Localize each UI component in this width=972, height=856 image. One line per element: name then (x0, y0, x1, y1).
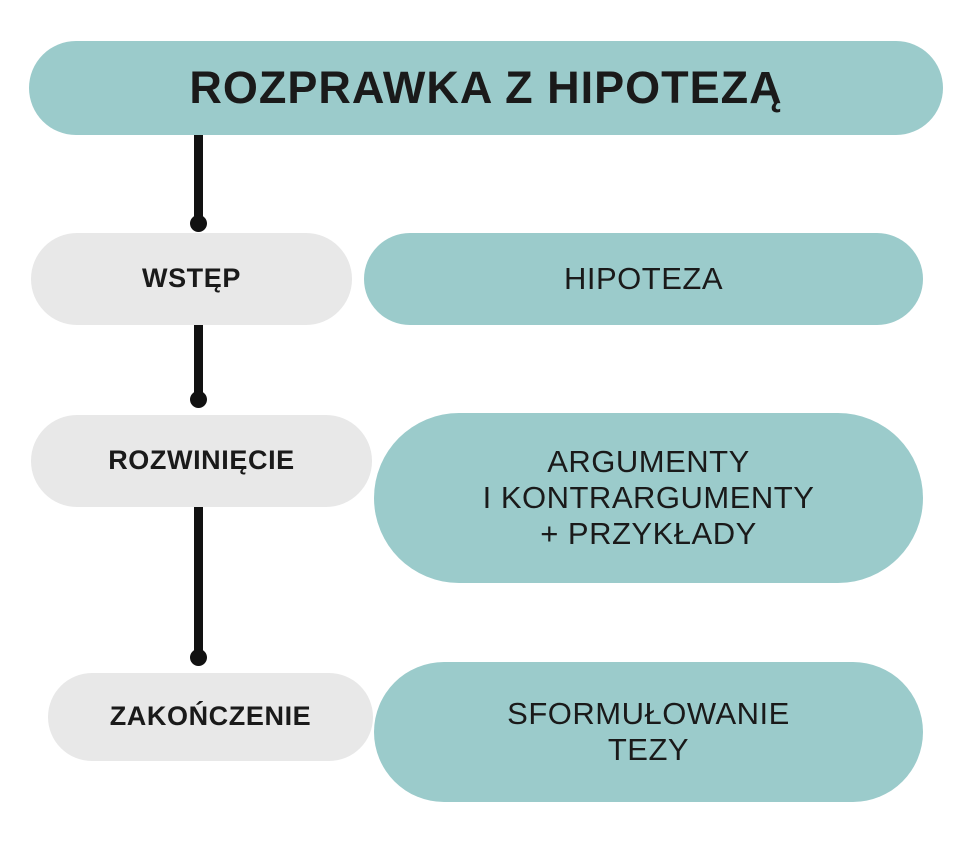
diagram-title: ROZPRAWKA Z HIPOTEZĄ (29, 41, 943, 135)
stage-content-argumenty-line2: I KONTRARGUMENTY (482, 480, 815, 516)
stage-content-teza (374, 662, 923, 802)
stage-label-rozwiniecie: ROZWINIĘCIE (31, 415, 372, 507)
stage-content-argumenty (374, 413, 923, 583)
stage-content-argumenty-line1: ARGUMENTY (547, 444, 750, 480)
connector-dot-wstep (190, 215, 207, 232)
connector-line-wstep-to-rozwiniecie (194, 325, 203, 400)
stage-content-teza-line2: TEZY (607, 732, 690, 767)
stage-content-argumenty-line3: + PRZYKŁADY (540, 515, 757, 551)
stage-label-zakonczenie: ZAKOŃCZENIE (48, 673, 373, 761)
stage-content-hipoteza-line1: HIPOTEZA (563, 261, 723, 297)
connector-line-title-to-wstep (194, 135, 203, 224)
stage-label-wstep: WSTĘP (31, 233, 352, 325)
connector-dot-zakonczenie (190, 649, 207, 666)
connector-line-rozwiniecie-to-zakonczenie (194, 507, 203, 657)
stage-content-teza-line1: SFORMUŁOWANIE (507, 696, 790, 732)
connector-dot-rozwiniecie (190, 391, 207, 408)
stage-content-hipoteza (364, 233, 923, 325)
